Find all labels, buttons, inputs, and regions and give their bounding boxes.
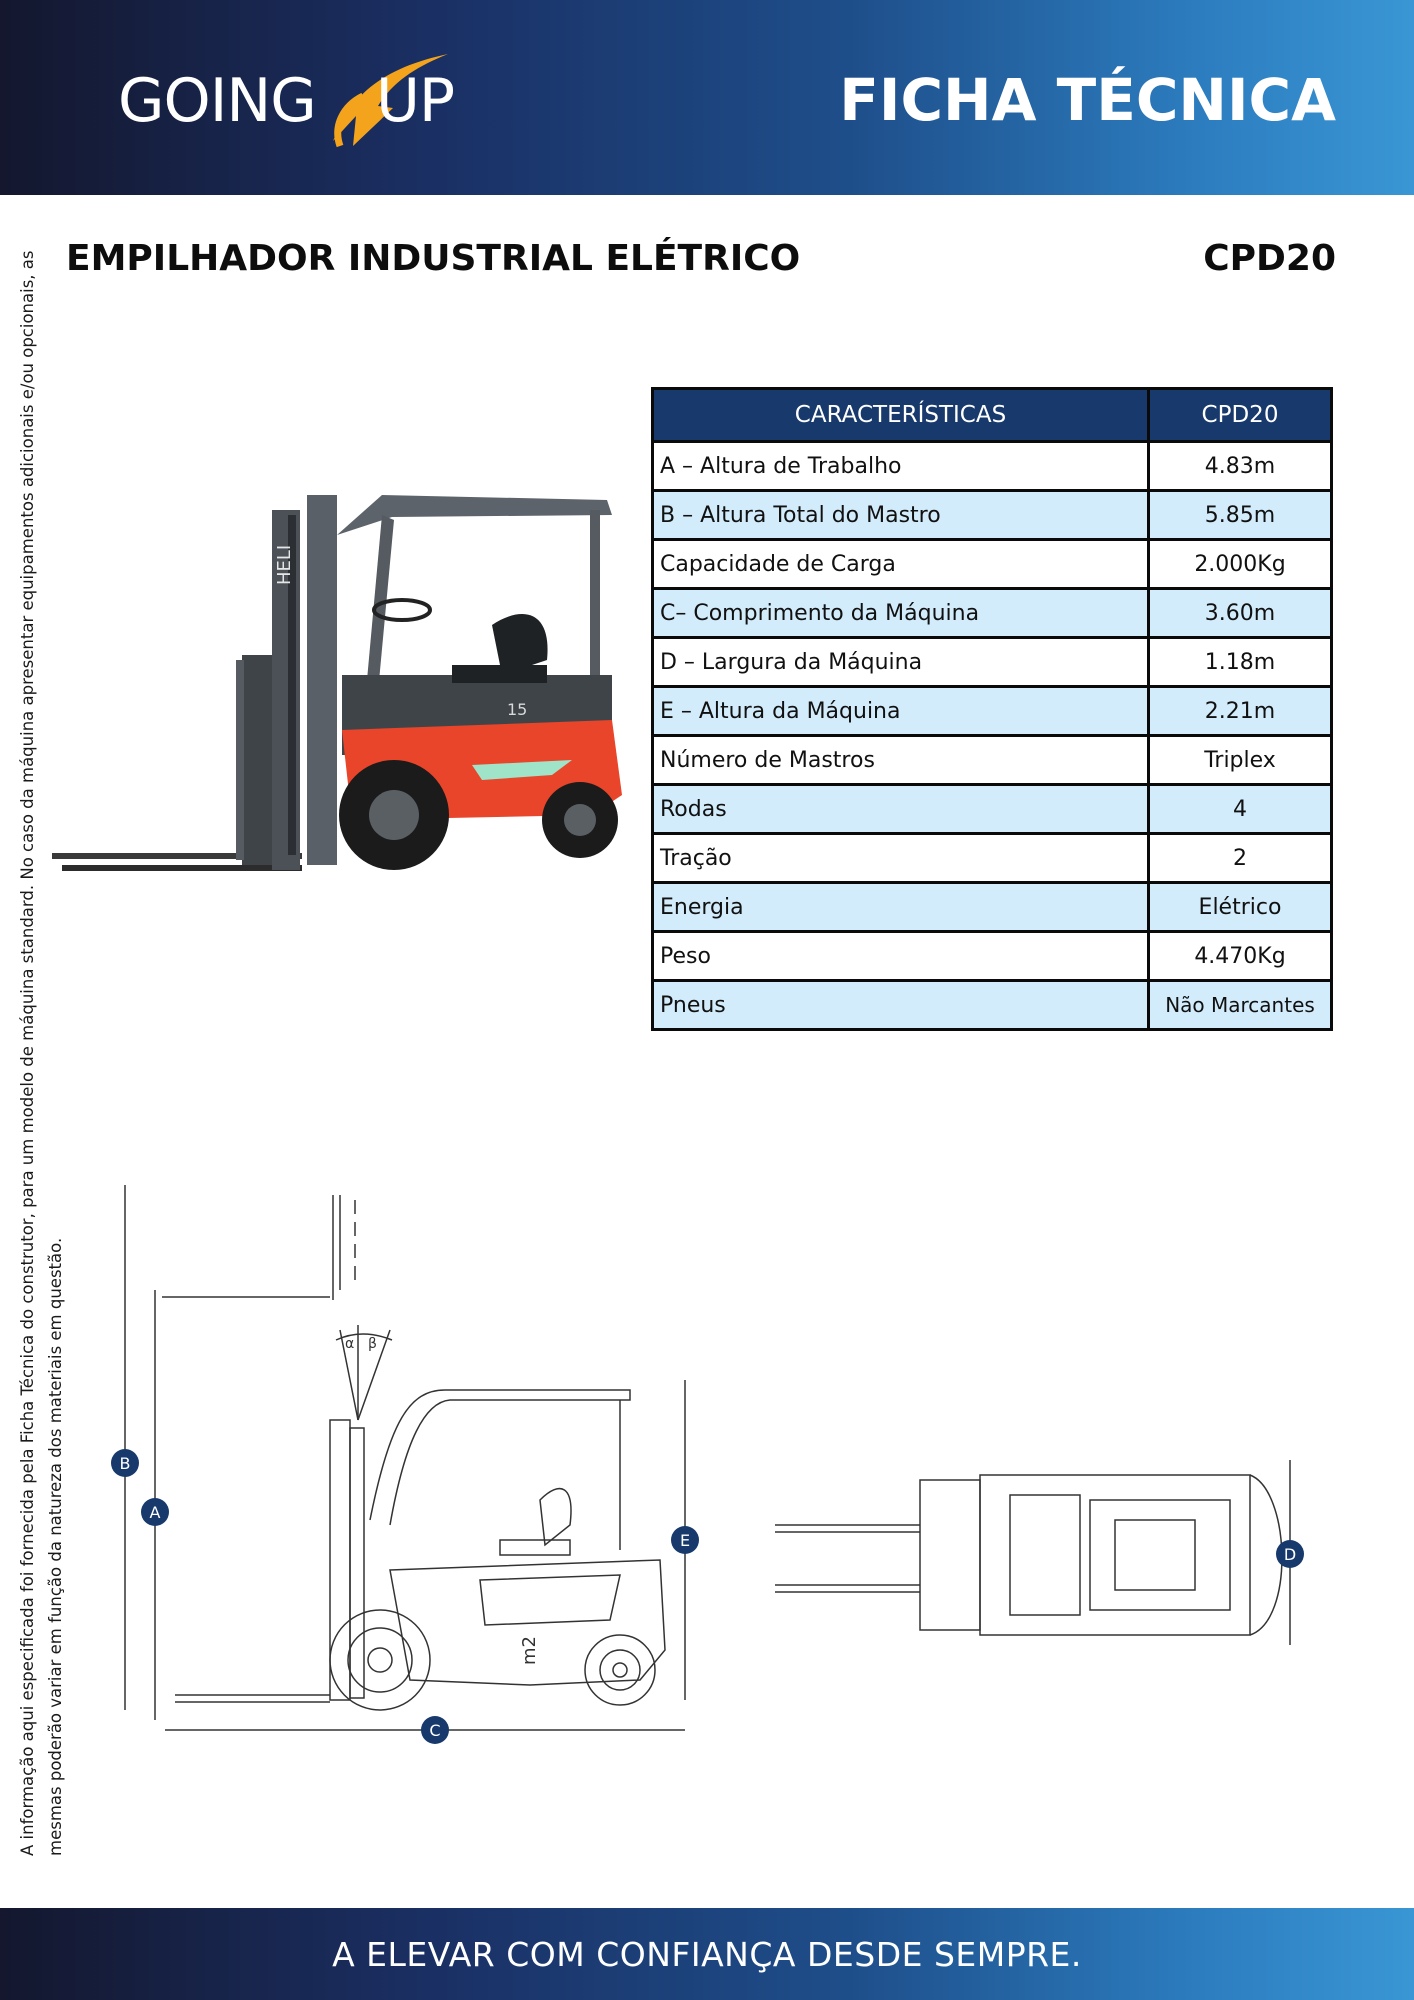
row-label: Número de Mastros: [653, 736, 1149, 785]
header-banner: [0, 0, 1414, 195]
table-row: [653, 687, 1332, 736]
row-value: 2.000Kg: [1149, 540, 1332, 589]
marker-d-label: D: [1283, 1545, 1297, 1564]
row-label: B – Altura Total do Mastro: [653, 491, 1149, 540]
footer-slogan: A ELEVAR COM CONFIANÇA DESDE SEMPRE.: [332, 1934, 1082, 1974]
table-row: [653, 981, 1332, 1030]
photo-badge: 15: [507, 700, 528, 719]
disclaimer-text: A informação aqui especificada foi fornecida pela Ficha Técnica do construtor, para um modelo de máquina standard. No caso da máquina apresentar equipamentos adicionais e/ou opcionais, as mesmas poderão variar em função da natureza dos materiais em questão.: [18, 250, 65, 1856]
table-row: [653, 932, 1332, 981]
logo-text-going: GOING: [118, 66, 316, 136]
marker-e: [671, 1526, 699, 1554]
row-label: D – Largura da Máquina: [653, 638, 1149, 687]
marker-b-label: B: [119, 1454, 131, 1473]
row-label: Rodas: [653, 785, 1149, 834]
row-label: Pneus: [653, 981, 1149, 1030]
row-label: Tração: [653, 834, 1149, 883]
table-row: [653, 540, 1332, 589]
marker-a: [141, 1498, 169, 1526]
table-row: [653, 883, 1332, 932]
marker-b: [111, 1449, 139, 1477]
company-logo: [118, 46, 458, 156]
table-row: [653, 442, 1332, 491]
marker-d: [1276, 1540, 1304, 1568]
side-view-diagram: [100, 1180, 700, 1750]
row-label: Peso: [653, 932, 1149, 981]
row-label: A – Altura de Trabalho: [653, 442, 1149, 491]
product-model: CPD20: [1203, 238, 1336, 279]
marker-a-label: A: [149, 1503, 161, 1522]
table-row: [653, 834, 1332, 883]
row-value: Triplex: [1149, 736, 1332, 785]
marker-c: [421, 1716, 449, 1744]
angle-alpha-label: α: [345, 1336, 355, 1352]
spec-table: [651, 387, 1333, 1031]
table-row: [653, 638, 1332, 687]
row-value: 3.60m: [1149, 589, 1332, 638]
marker-c-label: C: [429, 1721, 441, 1740]
product-title: EMPILHADOR INDUSTRIAL ELÉTRICO: [66, 238, 801, 279]
footer-banner: [0, 1908, 1414, 2000]
row-value: Não Marcantes: [1149, 981, 1332, 1030]
table-header-row: [653, 389, 1332, 442]
table-row: [653, 589, 1332, 638]
top-view-diagram: [770, 1440, 1310, 1660]
row-value: 4.470Kg: [1149, 932, 1332, 981]
row-value: 4: [1149, 785, 1332, 834]
row-value: 2: [1149, 834, 1332, 883]
table-header-value: CPD20: [1149, 389, 1332, 442]
row-value: 1.18m: [1149, 638, 1332, 687]
table-row: [653, 785, 1332, 834]
row-value: 5.85m: [1149, 491, 1332, 540]
table-header-label: CARACTERÍSTICAS: [653, 389, 1149, 442]
row-value: 4.83m: [1149, 442, 1332, 491]
page-title: FICHA TÉCNICA: [839, 66, 1336, 134]
table-row: [653, 491, 1332, 540]
row-value: Elétrico: [1149, 883, 1332, 932]
marker-e-label: E: [679, 1531, 691, 1550]
logo-text-up: UP: [376, 66, 455, 136]
row-label: Capacidade de Carga: [653, 540, 1149, 589]
table-row: [653, 736, 1332, 785]
side-label: m2: [519, 1636, 540, 1665]
row-label: E – Altura da Máquina: [653, 687, 1149, 736]
row-label: C– Comprimento da Máquina: [653, 589, 1149, 638]
row-label: Energia: [653, 883, 1149, 932]
photo-brand: HELI: [274, 544, 295, 585]
forklift-photo: [52, 475, 632, 905]
row-value: 2.21m: [1149, 687, 1332, 736]
angle-beta-label: β: [368, 1336, 377, 1352]
